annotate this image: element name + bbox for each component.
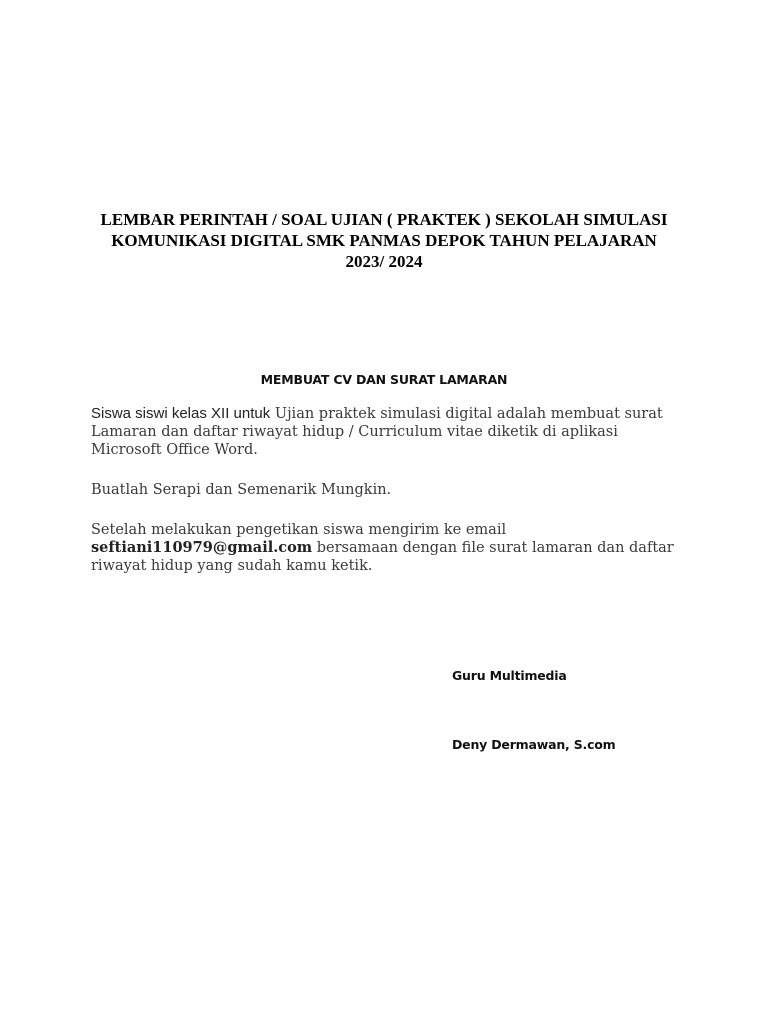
instruction-paragraph: [91, 405, 691, 459]
submission-paragraph: [91, 521, 691, 575]
submission-text-after: bersamaan dengan file surat lamaran dan daftar riwayat hidup yang sudah kamu ketik.: [91, 540, 674, 574]
submission-text-before: Setelah melakukan pengetikan siswa mengirim ke email: [91, 522, 507, 538]
signature-name: Deny Dermawan, S.com: [452, 737, 616, 752]
email-address: seftiani110979@gmail.com: [91, 539, 313, 556]
document-title: LEMBAR PERINTAH / SOAL UJIAN ( PRAKTEK ) SEKOLAH SIMULASI KOMUNIKASI DIGITAL SMK PANMAS DEPOK TAHUN PELAJARAN 2023/ 2024: [100, 210, 668, 271]
instruction-lead: Siswa siswi kelas XII untuk: [91, 405, 271, 422]
signature-role: Guru Multimedia: [452, 668, 567, 683]
document-subtitle: MEMBUAT CV DAN SURAT LAMARAN: [260, 372, 508, 387]
instruction-text: Ujian praktek simulasi digital adalah membuat surat Lamaran dan daftar riwayat hidup / Curriculum vitae diketik di aplikasi Microsoft Office Word.: [91, 406, 663, 458]
neatness-paragraph: Buatlah Serapi dan Semenarik Mungkin.: [91, 482, 392, 498]
